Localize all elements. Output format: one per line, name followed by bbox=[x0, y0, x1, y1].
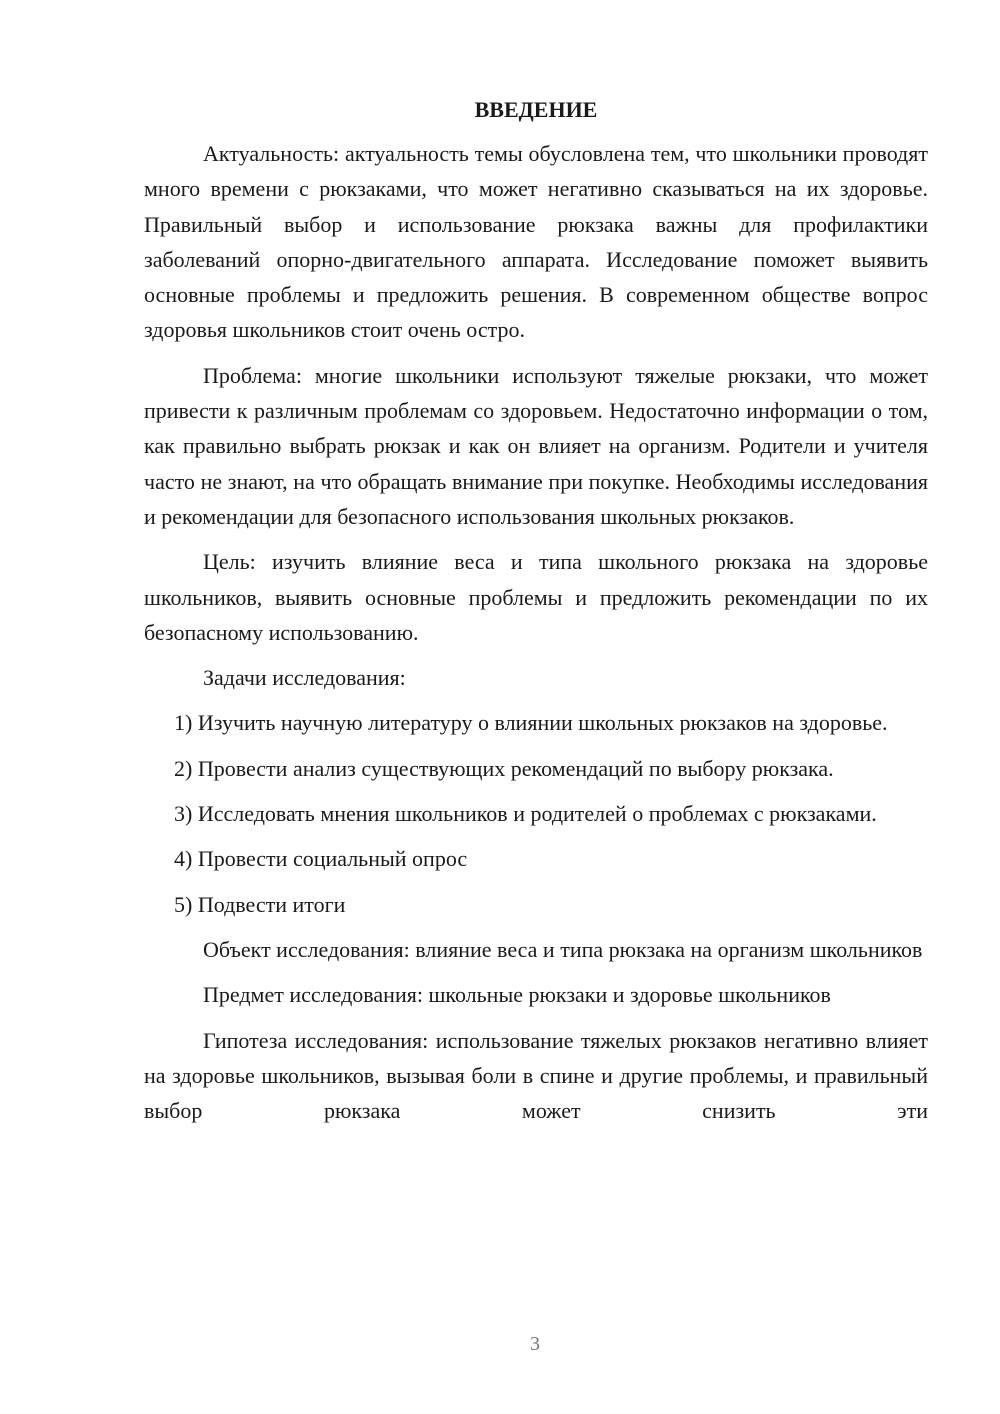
page-number: 3 bbox=[530, 1333, 540, 1355]
tasks-title: Задачи исследования: bbox=[203, 665, 406, 691]
task-item-5: 5) Подвести итоги bbox=[174, 891, 346, 917]
page-content bbox=[144, 92, 928, 1128]
task-item-2: 2) Провести анализ существующих рекомендаций по выбору рюкзака. bbox=[174, 755, 834, 781]
paragraph-subject: Предмет исследования: школьные рюкзаки и здоровье школьников bbox=[203, 982, 831, 1008]
paragraph-problem: Проблема: многие школьники используют тяжелые рюкзаки, что может привести к различным проблемам со здоровьем. Недостаточно информации о том, как правильно выбрать рюкзак и как он влияет на организм. Родители и учителя часто не знают, на что обращать внимание при покупке. Необходимы исследования и рекомендации для безопасного использования школьных рюкзаков. bbox=[144, 362, 928, 529]
paragraph-object: Объект исследования: влияние веса и типа рюкзака на организм школьников bbox=[203, 936, 923, 962]
task-item-4: 4) Провести социальный опрос bbox=[174, 846, 468, 872]
section-heading: ВВЕДЕНИЕ bbox=[474, 97, 598, 122]
task-item-1: 1) Изучить научную литературу о влиянии школьных рюкзаков на здоровье. bbox=[174, 710, 888, 736]
paragraph-hypothesis: Гипотеза исследования: использование тяжелых рюкзаков негативно влияет на здоровье школьников, вызывая боли в спине и другие проблемы, и правильный выбор рюкзака может снизить эти bbox=[144, 1027, 928, 1124]
task-item-3: 3) Исследовать мнения школьников и родителей о проблемах с рюкзаками. bbox=[174, 801, 877, 827]
paragraph-relevance: Актуальность: актуальность темы обусловлена тем, что школьники проводят много времени с рюкзаками, что может негативно сказываться на их здоровье. Правильный выбор и использование рюкзака важны для профилактики заболеваний опорно-двигательного аппарата. Исследование поможет выявить основные проблемы и предложить решения. В современном обществе вопрос здоровья школьников стоит очень остро. bbox=[144, 141, 928, 343]
paragraph-goal: Цель: изучить влияние веса и типа школьного рюкзака на здоровье школьников, выявить основные проблемы и предложить рекомендации по их безопасному использованию. bbox=[144, 549, 928, 645]
